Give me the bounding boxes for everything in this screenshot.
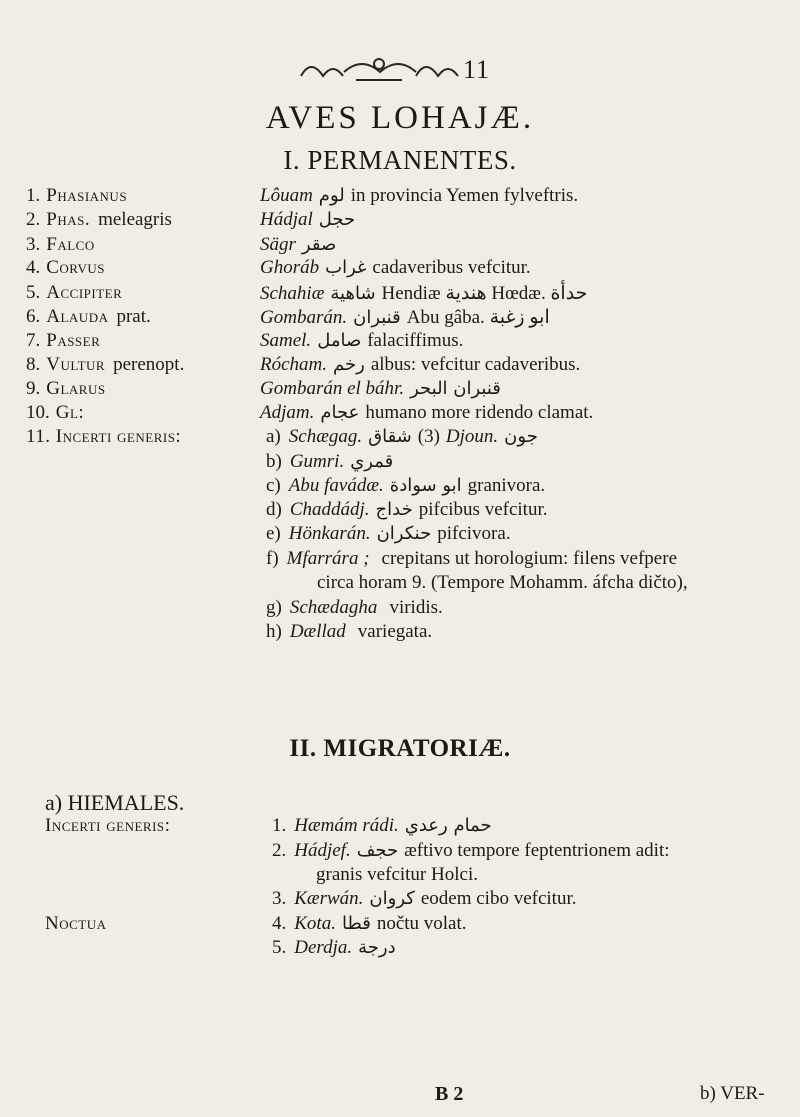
page-title: AVES LOHAJÆ. [265,100,535,136]
latin-label [26,330,108,352]
genus-label: Incerti generis: [45,815,171,836]
entry-number: 6. [26,306,41,327]
vernacular-name: Kærwán. [294,888,364,909]
vernacular-name: Dællad [289,621,346,642]
arabic-name: غراب [325,257,367,278]
entry-description: æftivo tempore feptentrionem adit: [404,840,670,861]
vernacular-name: Schædagha [289,597,378,618]
entry-description: pifcivora. [437,523,511,544]
entry-row [260,306,550,329]
vernacular-name: Derdja. [294,937,353,958]
entry-number: 3. [26,234,41,255]
entry-description: cadaveribus vefcitur. [372,257,531,278]
arabic-name: شقاق [368,426,412,447]
arabic-name: رخم [333,354,365,375]
arabic-name: قنبران البحر [410,378,501,399]
latin-label [26,354,184,376]
latin-name: Phasianus [46,185,128,206]
item-key: h) [266,621,282,642]
arabic-name: قنبران [353,307,401,328]
entry-description: albus: vefcitur cadaveribus. [370,354,581,375]
genus-label: Noctua [45,913,107,934]
item-key: c) [266,475,281,496]
arabic-name-2: جون [504,426,538,447]
entry-number: 5. [26,282,41,303]
entry-description: humano more ridendo clamat. [365,402,594,423]
latin-label [26,306,151,328]
entry-row [260,330,463,352]
cross-reference: (3) [417,426,440,447]
vernacular-name-2: Djoun. [445,426,499,447]
vernacular-name: Gombarán el báhr. [260,378,405,399]
vernacular-name: Ghoráb [260,257,320,278]
vernacular-name: Sägr [260,234,296,255]
entry-row [260,402,593,424]
entry-number: 4. [272,913,287,934]
entry-row [260,209,361,231]
vernacular-name: Adjam. [260,402,315,423]
vernacular-name: Mfarrára ; [286,548,370,569]
incerti-item [266,451,399,473]
arabic-name: قطا [341,913,371,934]
entry-number: 10. [26,402,50,423]
entry-row [260,257,531,279]
entry-number: 9. [26,378,41,399]
entry-number: 2. [26,209,41,230]
arabic-name: حنكران [376,523,432,544]
migratory-entry [272,913,467,935]
entry-number: 4. [26,257,41,278]
vernacular-name: Hádjal [260,209,313,230]
vernacular-name: Hæmám rádi. [294,815,399,836]
vernacular-name: Samel. [260,330,312,351]
entry-description: granis vefcitur Holci. [316,864,478,885]
entry-row [260,185,578,207]
latin-label [26,402,92,424]
latin-label [26,257,113,279]
entry-number: 1. [26,185,41,206]
arabic-name: درجة [358,937,396,958]
incerti-item [266,548,677,570]
item-key: a) [266,426,281,447]
latin-name: Vultur [46,354,106,375]
entry-description: falaciffimus. [367,330,464,351]
migratory-entry [272,937,402,959]
vernacular-name: Rócham. [260,354,328,375]
incerti-generis-label: 11. Incerti generis: [26,426,182,447]
entry-row [260,354,580,376]
entry-number: 1. [272,815,287,836]
section-title-migratoriae: II. MIGRATORIÆ. [289,735,511,762]
arabic-name: قمري [350,451,394,472]
incerti-item [266,621,432,643]
vernacular-name: Chaddádj. [289,499,370,520]
arabic-name: حمام رعدي [404,815,492,836]
latin-name: Phas. [46,209,91,230]
signature-mark: B 2 [435,1083,464,1105]
item-key: g) [266,597,282,618]
latin-name: Gl: [55,402,85,423]
latin-extra: prat. [116,306,151,327]
item-key: d) [266,499,282,520]
entry-description: eodem cibo vefcitur. [420,888,577,909]
latin-name: Alauda [46,306,109,327]
arabic-name: خداج [375,499,413,520]
entry-description: variegata. [357,621,433,642]
entry-row [260,282,587,305]
catchword: b) VER- [700,1083,765,1104]
vernacular-name: Hádjef. [294,840,351,861]
latin-extra: perenopt. [113,354,185,375]
arabic-name: لوم [318,185,345,206]
latin-label [26,282,130,304]
entry-number: 7. [26,330,41,351]
subsection-hiemales: a) HIEMALES. [45,790,185,815]
section-title-permanentes: I. PERMANENTES. [283,145,517,175]
vernacular-name: Lôuam [260,185,313,206]
vernacular-name: Schægag. [288,426,363,447]
item-key: e) [266,523,281,544]
vernacular-name: Kota. [294,913,336,934]
item-key: b) [266,451,282,472]
arabic-name: شاهية [330,283,376,304]
entry-description: Hendiæ هندية Hœdæ. حدأة [381,283,588,304]
migratory-entry [272,840,670,862]
entry-description: Abu gâba. ابو زغبة [406,307,550,328]
printer-ornament-icon [296,52,462,86]
migratory-entry [272,888,576,910]
latin-name: Glarus [46,378,106,399]
arabic-name: عجام [320,402,360,423]
incerti-item [266,475,545,497]
arabic-name: كروان [369,888,415,909]
entry-row [260,234,342,256]
arabic-name: صقر [301,234,337,255]
continuation-line [296,864,478,886]
entry-row [260,378,507,400]
latin-label [26,185,135,207]
incerti-item [266,499,547,521]
entry-description: circa horam 9. (Tempore Mohamm. áfcha dičto), [317,572,688,593]
entry-description: pifcibus vefcitur. [418,499,548,520]
incerti-item [266,523,511,545]
entry-description: viridis. [389,597,443,618]
entry-number: 8. [26,354,41,375]
entry-number: 3. [272,888,287,909]
arabic-name: صامل [317,330,362,351]
entry-description: in provincia Yemen fylveftris. [350,185,579,206]
arabic-name: حجف [356,840,399,861]
latin-extra: meleagris [98,209,172,230]
entry-description: crepitans ut horologium: filens vefpere [381,548,677,569]
incerti-item [266,426,544,448]
latin-name: Accipiter [46,282,123,303]
vernacular-name: Schahiæ [260,283,325,304]
page-number: 11 [463,55,491,84]
latin-label [26,234,103,256]
continuation-line [297,572,688,594]
entry-description: nočtu volat. [376,913,467,934]
latin-label [26,378,114,400]
entry-number: 2. [272,840,287,861]
latin-label [26,209,172,231]
entry-description: granivora. [467,475,546,496]
arabic-name: حجل [318,209,356,230]
migratory-entry [272,815,498,837]
vernacular-name: Gumri. [289,451,345,472]
vernacular-name: Hönkarán. [288,523,371,544]
latin-name: Falco [46,234,95,255]
item-key: f) [266,548,279,569]
incerti-item [266,597,443,619]
vernacular-name: Gombarán. [260,307,348,328]
arabic-name: ابو سوادة [389,475,462,496]
latin-name: Passer [46,330,101,351]
vernacular-name: Abu favádæ. [288,475,384,496]
latin-name: Corvus [46,257,105,278]
entry-number: 5. [272,937,287,958]
